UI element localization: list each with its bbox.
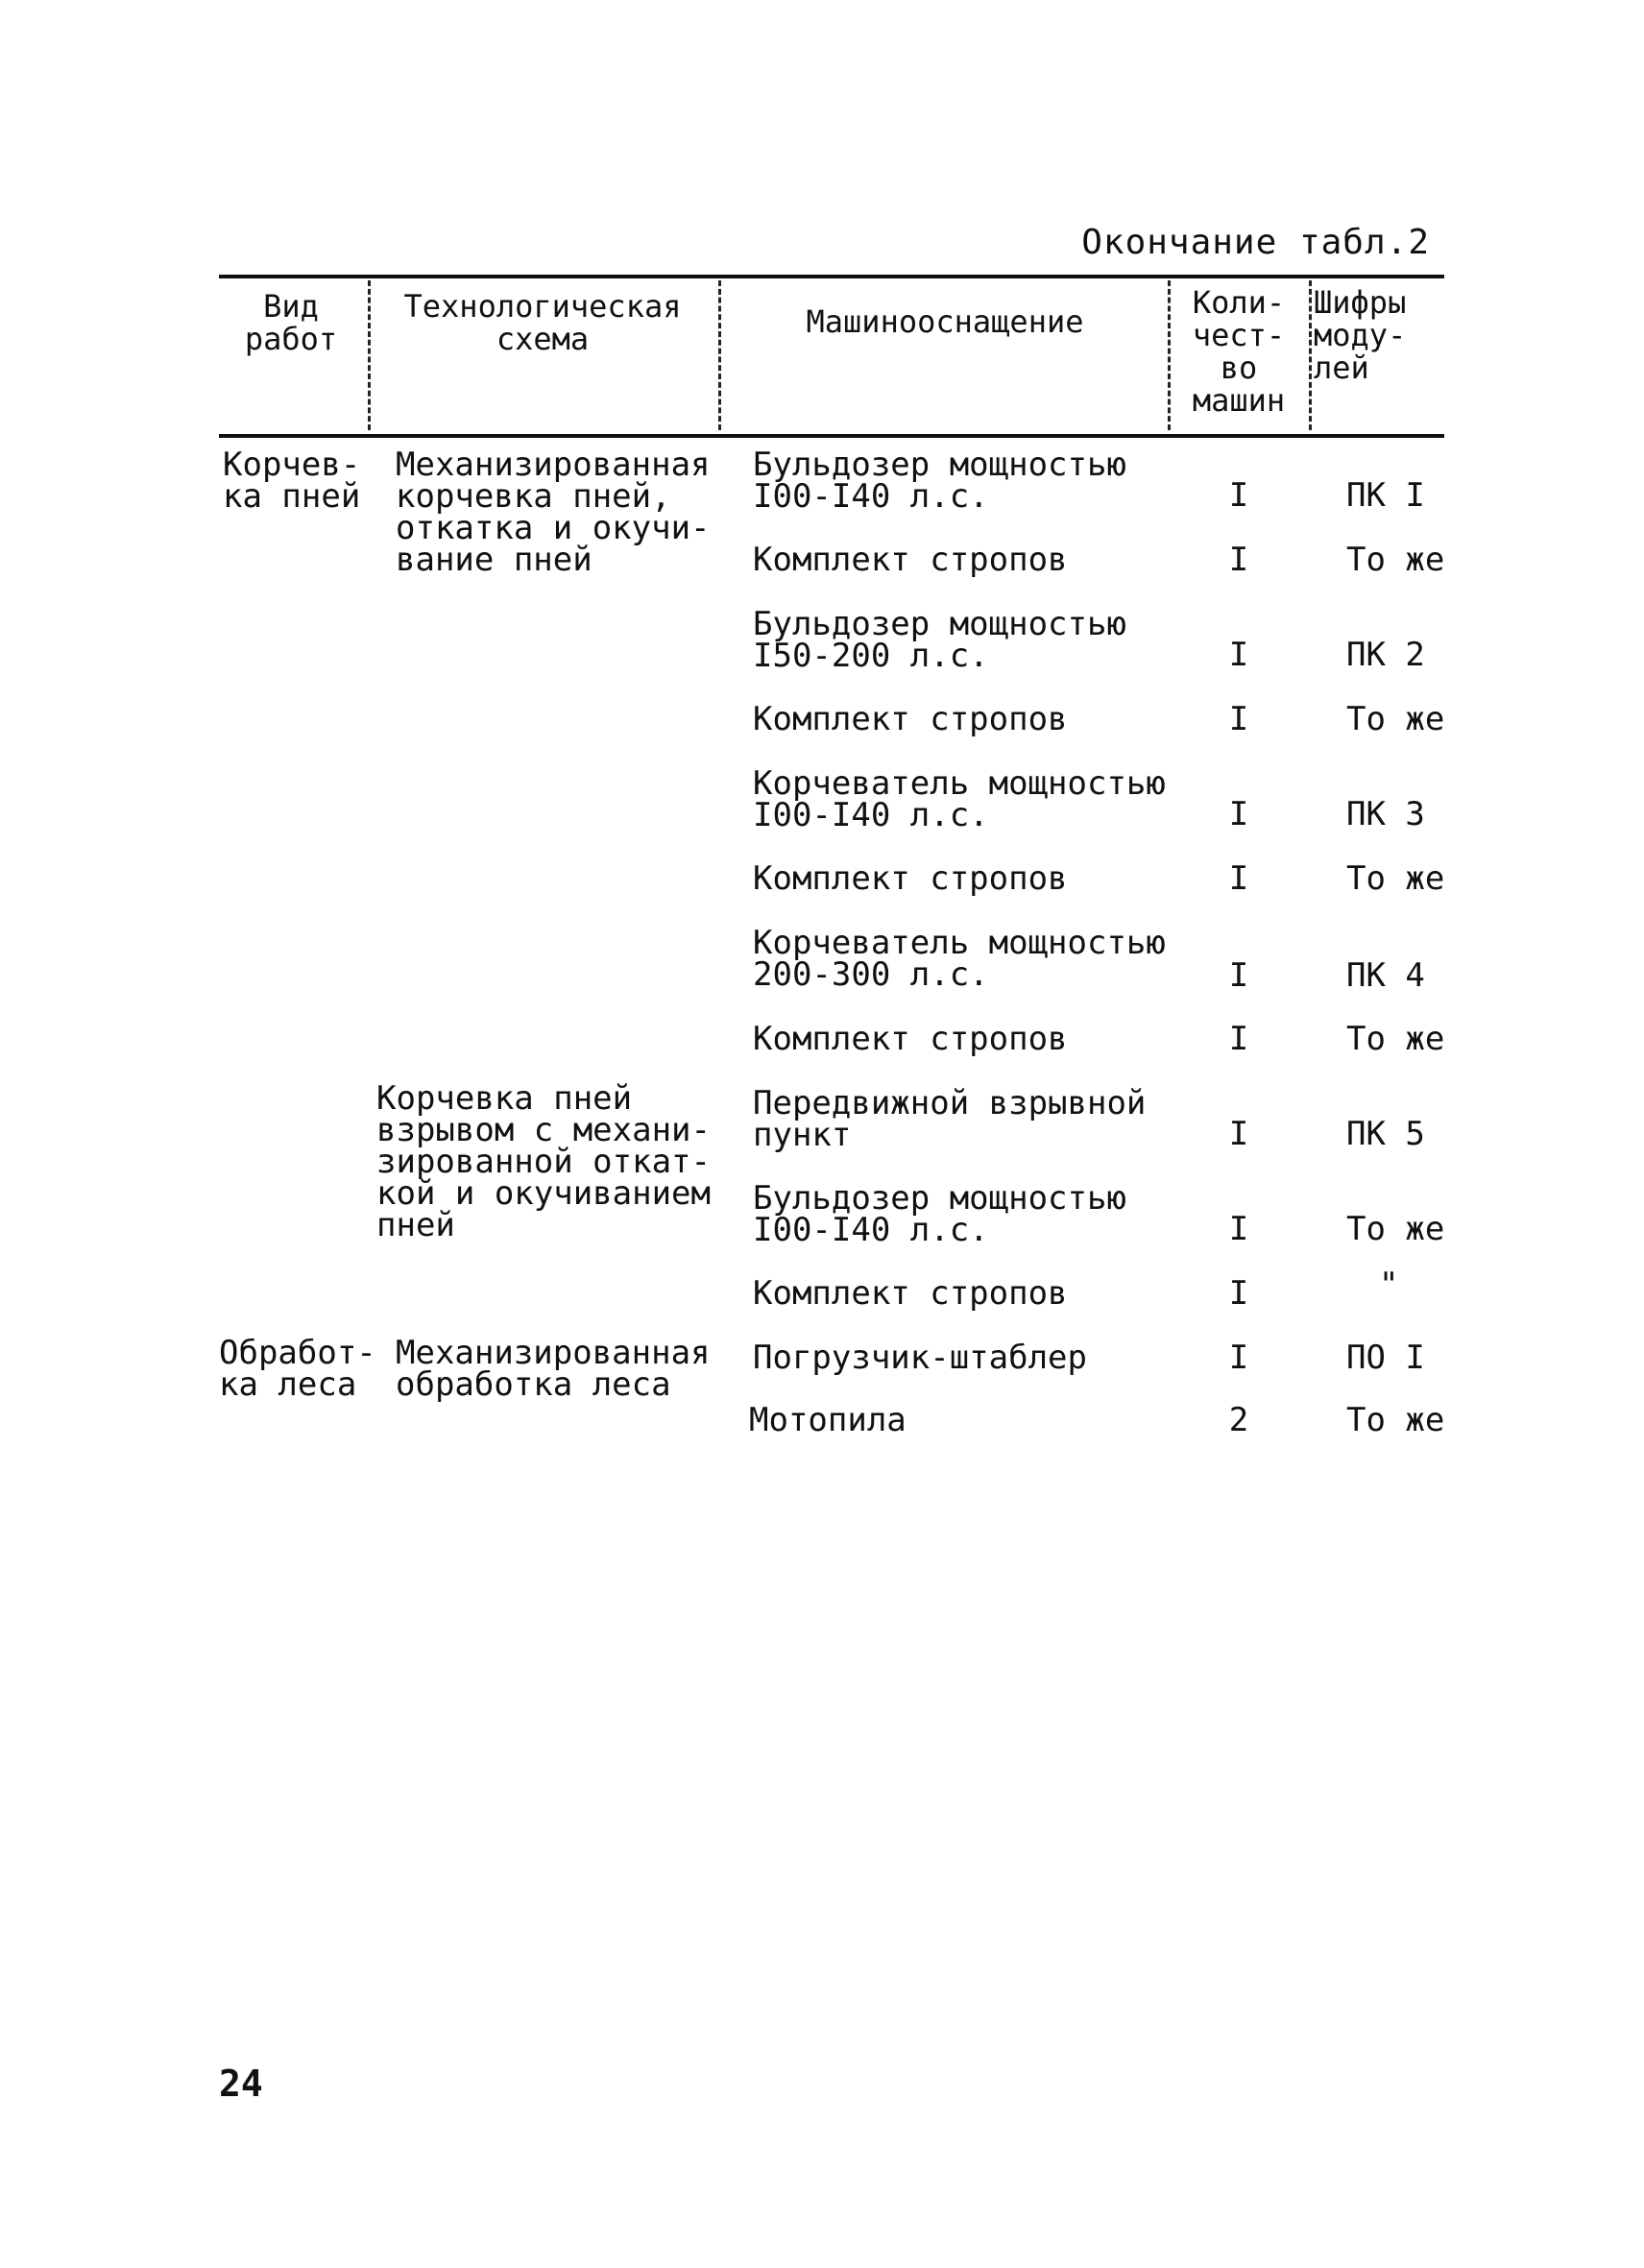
equipment-cell: Мотопила <box>749 1401 907 1439</box>
work-type-timber: Обработ- ка леса <box>219 1334 376 1404</box>
module-code-cell: То же <box>1346 1210 1445 1248</box>
module-code-cell: То же <box>1346 1020 1445 1058</box>
module-code-cell: ПК 2 <box>1346 636 1425 674</box>
module-code-cell: " <box>1379 1266 1399 1304</box>
quantity-cell: I <box>1228 1274 1249 1313</box>
header-work-type: Вид работ <box>244 288 338 357</box>
quantity-cell: I <box>1228 1115 1249 1153</box>
scheme-blast-uprooting: Корчевка пней взрывом с механи- зированной откат- кой и окучиванием пней <box>376 1079 711 1244</box>
module-code-cell: ПК 3 <box>1346 795 1425 833</box>
module-code-cell: То же <box>1346 859 1445 898</box>
module-code-cell: То же <box>1346 700 1445 738</box>
module-code-cell: ПО I <box>1346 1339 1425 1377</box>
scheme-mechanized-uprooting: Механизированная корчевка пней, откатка и окучи- вание пней <box>396 446 711 579</box>
module-code-cell: То же <box>1346 1401 1445 1439</box>
column-divider-3 <box>1168 280 1171 430</box>
quantity-cell: I <box>1228 1020 1249 1058</box>
equipment-cell: Передвижной взрывной пункт <box>753 1084 1147 1154</box>
module-code-cell: ПК 5 <box>1346 1115 1425 1153</box>
table-caption: Окончание табл.2 <box>1081 223 1430 262</box>
equipment-cell: Комплект стропов <box>753 700 1068 738</box>
work-type-uprooting: Корчев- ка пней <box>223 446 361 516</box>
quantity-cell: I <box>1228 795 1249 833</box>
column-divider-4 <box>1309 280 1312 430</box>
table-header-rule <box>219 434 1444 438</box>
module-code-cell: ПК 4 <box>1346 956 1425 995</box>
equipment-cell: Комплект стропов <box>753 859 1068 898</box>
equipment-cell: Комплект стропов <box>753 1020 1068 1058</box>
table-top-rule <box>219 275 1444 278</box>
column-divider-2 <box>718 280 721 430</box>
quantity-cell: 2 <box>1228 1401 1249 1439</box>
equipment-cell: Бульдозер мощностью I00-I40 л.с. <box>753 1179 1126 1249</box>
header-equipment: Машинооснащение <box>806 303 1084 340</box>
module-code-cell: ПК I <box>1346 476 1425 515</box>
header-module-codes: Шифры моду- лей <box>1314 284 1407 386</box>
quantity-cell: I <box>1228 956 1249 995</box>
quantity-cell: I <box>1228 476 1249 515</box>
quantity-cell: I <box>1228 859 1249 898</box>
equipment-cell: Комплект стропов <box>753 541 1068 579</box>
equipment-cell: Бульдозер мощностью I50-200 л.с. <box>753 605 1126 675</box>
quantity-cell: I <box>1228 541 1249 579</box>
equipment-cell: Комплект стропов <box>753 1274 1068 1313</box>
quantity-cell: I <box>1228 700 1249 738</box>
equipment-cell: Погрузчик-штаблер <box>753 1339 1087 1377</box>
page-number: 24 <box>219 2063 263 2105</box>
header-machine-count: Коли- чест- во машин <box>1192 284 1286 419</box>
equipment-cell: Корчеватель мощностью 200-300 л.с. <box>753 924 1166 994</box>
quantity-cell: I <box>1228 636 1249 674</box>
scheme-timber-processing: Механизированная обработка леса <box>396 1334 711 1404</box>
equipment-cell: Бульдозер мощностью I00-I40 л.с. <box>753 446 1126 516</box>
header-tech-scheme: Технологическая схема <box>403 288 682 357</box>
equipment-cell: Корчеватель мощностью I00-I40 л.с. <box>753 764 1166 834</box>
quantity-cell: I <box>1228 1339 1249 1377</box>
module-code-cell: То же <box>1346 541 1445 579</box>
column-divider-1 <box>368 280 371 430</box>
quantity-cell: I <box>1228 1210 1249 1248</box>
